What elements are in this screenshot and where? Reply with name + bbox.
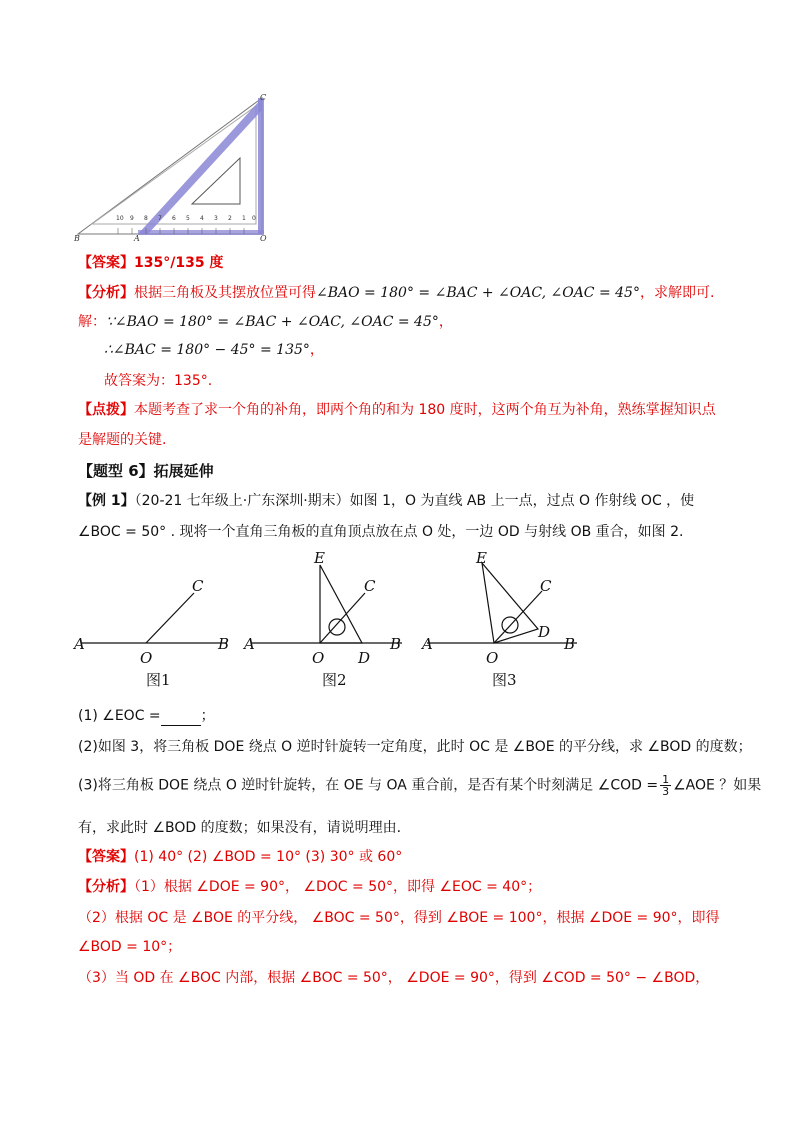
ruler-mark: 10 <box>116 215 124 222</box>
fig2-label-c: C <box>364 577 376 595</box>
answer-2 <box>78 847 402 867</box>
answer-text: 135°/135 度 <box>134 255 224 271</box>
ruler-mark: 8 <box>144 215 148 222</box>
example-text-1: （20-21 七年级上·广东深圳·期末）如图 1，O 为直线 AB 上一点，过点 O 作射线 OC ，使 <box>134 493 695 509</box>
ruler-mark: 3 <box>214 215 218 222</box>
fraction-denominator: 3 <box>662 785 670 798</box>
question-1 <box>78 706 215 726</box>
label-b: B <box>74 234 80 242</box>
tip-1-line-2: 是解题的关键. <box>78 432 167 448</box>
solution-line-3: 故答案为：135°. <box>104 373 213 389</box>
set-square-figure <box>72 92 282 242</box>
analysis-2-line-1 <box>78 877 541 897</box>
ruler-mark: 4 <box>200 215 204 222</box>
label-a: A <box>134 234 140 242</box>
label-o: O <box>260 234 267 242</box>
example-line-2: ∠BOC = 50° . 现将一个直角三角板的直角顶点放在点 O 处，一边 OD 与射线 OB 重合，如图 2. <box>78 524 684 540</box>
fig1-caption: 图1 <box>146 671 171 689</box>
analysis-1 <box>78 283 714 303</box>
answer-2-tag: 【答案】 <box>78 849 134 865</box>
example-tag: 【例 1】 <box>78 493 135 509</box>
label-c: C <box>260 93 267 102</box>
question-2: (2)如图 3，将三角板 DOE 绕点 O 逆时针旋转一定角度，此时 OC 是 ∠BOE 的平分线，求 ∠BOD 的度数； <box>78 739 752 755</box>
fraction-one-third <box>660 774 671 797</box>
solution-suffix-1: ， <box>438 314 453 330</box>
fig3-set-square <box>482 563 538 643</box>
tip-text-1: 本题考查了求一个角的补角，即两个角的和为 180 度时，这两个角互为补角，熟练掌握知识点 <box>134 402 716 418</box>
solution-suffix-2: ， <box>309 342 324 358</box>
solution-formula-2: ∴∠BAC = 180° − 45° = 135° <box>104 342 310 358</box>
ruler-band <box>138 98 262 234</box>
ruler-mark: 2 <box>228 215 232 222</box>
question-3-line-2: 有，求此时 ∠BOD 的度数；如果没有，请说明理由. <box>78 820 402 836</box>
fig2-label-a: A <box>244 635 255 653</box>
analysis-2-line-2: （2）根据 OC 是 ∠BOE 的平分线， ∠BOC = 50°，得到 ∠BOE = 100°，根据 ∠DOE = 90°，即得 <box>78 910 720 926</box>
fig3-label-c: C <box>540 577 552 595</box>
fig3-label-a: A <box>422 635 433 653</box>
analysis-2-text-1: （1）根据 ∠DOE = 90°， ∠DOC = 50°，即得 ∠EOC = 40°； <box>134 879 542 895</box>
fig3-label-d: D <box>538 623 551 641</box>
bottom-edge <box>138 230 264 235</box>
answer-blank <box>161 711 201 726</box>
analysis-2-line-3: ∠BOD = 10°； <box>78 939 182 955</box>
fig1-label-o: O <box>140 649 153 667</box>
fraction-numerator: 1 <box>662 773 670 786</box>
fig2-caption: 图2 <box>322 671 347 689</box>
fig2-label-b: B <box>390 635 402 653</box>
fig3-label-e: E <box>476 549 487 567</box>
fig1-ray-oc <box>146 593 194 643</box>
answer-tag: 【答案】 <box>78 255 134 271</box>
fig1-label-a: A <box>74 635 85 653</box>
analysis-formula: ∠BAO = 180° = ∠BAC + ∠OAC, ∠OAC = 45° <box>316 285 640 301</box>
section-title: 【题型 6】拓展延伸 <box>78 462 214 480</box>
fig1-label-c: C <box>192 577 204 595</box>
answer-1 <box>78 253 223 273</box>
question-3-text-a: (3)将三角板 DOE 绕点 O 逆时针旋转，在 OE 与 OA 重合前，是否有某个时刻满足 ∠COD = <box>78 777 659 794</box>
fig2-label-e: E <box>314 549 325 567</box>
question-3-text-b: ∠AOE ？如果 <box>673 777 762 794</box>
ruler-mark: 0 <box>252 215 256 222</box>
analysis-text-before: 根据三角板及其摆放位置可得 <box>134 285 316 301</box>
fig3-caption: 图3 <box>492 671 517 689</box>
ruler-mark: 9 <box>130 215 134 222</box>
solution-line-1 <box>78 312 453 332</box>
analysis-2-line-4: （3）当 OD 在 ∠BOC 内部，根据 ∠BOC = 50°， ∠DOE = 90°，得到 ∠COD = 50° − ∠BOD， <box>78 970 710 986</box>
analysis-tag: 【分析】 <box>78 285 134 301</box>
fig3-label-b: B <box>564 635 576 653</box>
tip-1-line-1 <box>78 400 716 420</box>
solution-formula-1: ∵∠BAO = 180° = ∠BAC + ∠OAC, ∠OAC = 45° <box>106 314 439 330</box>
solution-line-2 <box>104 340 324 360</box>
small-triangle <box>192 158 240 204</box>
example-line-1 <box>78 491 694 511</box>
solution-prefix: 解： <box>78 314 106 330</box>
inner-triangle <box>92 106 256 224</box>
question-3-line-1 <box>78 774 761 797</box>
question-1-end: ； <box>200 708 215 724</box>
vertical-edge <box>258 98 264 234</box>
question-1-text: (1) ∠EOC = <box>78 708 161 724</box>
fig2-label-o: O <box>312 649 325 667</box>
ruler-mark: 7 <box>158 215 162 222</box>
ruler-mark: 6 <box>172 215 176 222</box>
ruler-mark: 1 <box>242 215 246 222</box>
analysis-text-after: ，求解即可. <box>639 285 715 301</box>
answer-2-text: (1) 40° (2) ∠BOD = 10° (3) 30° 或 60° <box>134 849 403 865</box>
geometry-figures <box>72 545 592 690</box>
fig1-label-b: B <box>218 635 230 653</box>
tip-tag: 【点拨】 <box>78 402 134 418</box>
fig3-label-o: O <box>486 649 499 667</box>
ruler-mark: 5 <box>186 215 190 222</box>
fig2-hole <box>329 619 345 635</box>
fig2-label-d: D <box>358 649 371 667</box>
analysis-2-tag: 【分析】 <box>78 879 134 895</box>
